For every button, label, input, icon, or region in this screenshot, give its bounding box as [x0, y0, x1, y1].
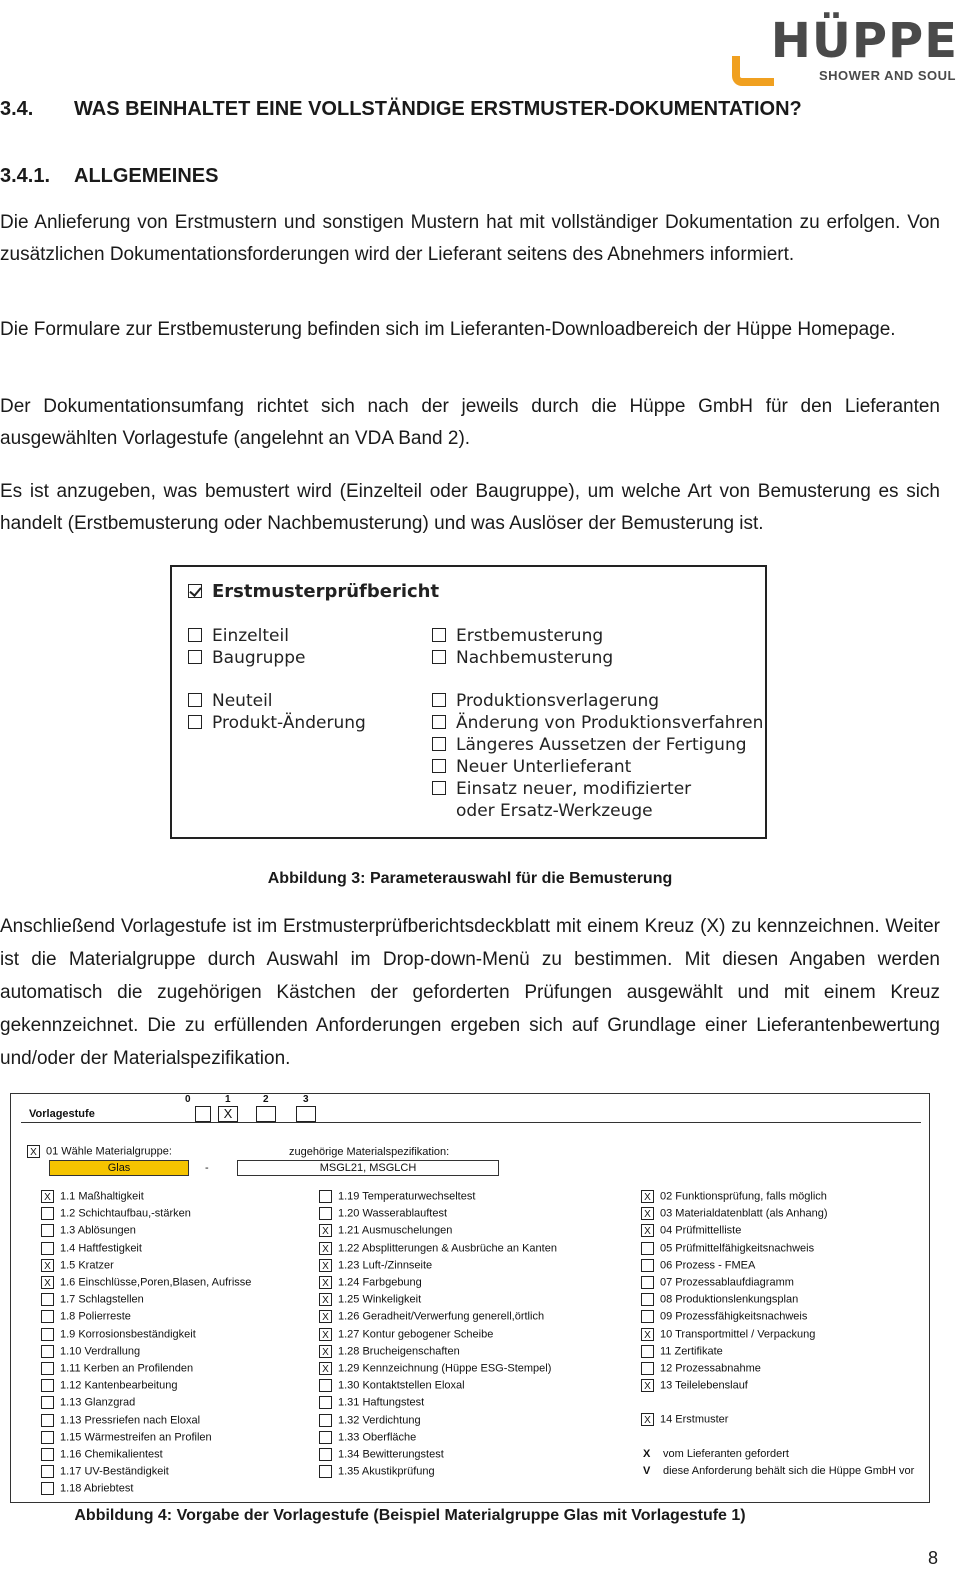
caption-figure-3: Abbildung 3: Parameterauswahl für die Bemusterung [267, 870, 673, 887]
dash: - [205, 1162, 209, 1174]
item-label: 1.17 UV-Beständigkeit [60, 1465, 169, 1478]
item-label: 1.34 Bewitterungstest [338, 1448, 444, 1461]
spec-value: MSGL21, MSGLCH [237, 1160, 499, 1176]
pruefung-item [41, 1259, 114, 1272]
item-label: 1.6 Einschlüsse,Poren,Blasen, Aufrisse [60, 1276, 252, 1289]
item-label: 1.26 Geradheit/Verwerfung generell,örtlich [338, 1310, 545, 1323]
check-box [41, 1396, 54, 1409]
checkbox-laengeres-aussetzen: Längeres Aussetzen der Fertigung [432, 735, 747, 755]
item-label: 1.35 Akustikprüfung [338, 1465, 435, 1478]
level-1-label: 1 [225, 1094, 231, 1105]
item-label: 1.15 Wärmestreifen an Profilen [60, 1431, 212, 1444]
pruefung-item [41, 1448, 163, 1461]
dokument-item [641, 1259, 755, 1272]
vorlagestufe-row [21, 1106, 921, 1123]
item-label: 04 Prüfmittelliste [660, 1224, 742, 1237]
dokument-item [641, 1328, 815, 1341]
check-box: X [319, 1276, 332, 1289]
dokument-item [641, 1224, 741, 1237]
check-box: X [641, 1328, 654, 1341]
item-label: 1.33 Oberfläche [338, 1431, 417, 1444]
pruefung-item [319, 1465, 435, 1478]
item-label: 1.7 Schlagstellen [60, 1293, 144, 1306]
check-box: X [319, 1224, 332, 1237]
check-box: X [41, 1259, 54, 1272]
level-0-box [195, 1106, 211, 1122]
checkbox-neuer-unterlieferant: Neuer Unterlieferant [432, 757, 631, 777]
dokument-item [641, 1345, 723, 1358]
checkbox-neuteil: Neuteil [188, 691, 273, 711]
check-box [319, 1207, 332, 1220]
paragraph-2: Die Formulare zur Erstbemusterung befinden sich im Lieferanten-Downloadbereich der Hüppe Homepage. [0, 319, 896, 340]
level-0-label: 0 [185, 1094, 191, 1105]
checkbox-aenderung-produktionsverfahren: Änderung von Produktionsverfahren [432, 713, 763, 733]
checkbox-einsatz-werkzeuge-line2: oder Ersatz-Werkzeuge [456, 801, 653, 821]
item-label: 1.16 Chemikalientest [60, 1448, 163, 1461]
item-label: 1.32 Verdichtung [338, 1414, 421, 1426]
paragraph-3: Der Dokumentationsumfang richtet sich nach der jeweils durch die Hüppe GmbH für den Lieferanten ausgewählten Vorlagestufe (angelehnt an VDA Band 2). [0, 396, 940, 449]
item-label: 1.8 Polierreste [60, 1310, 131, 1323]
check-box [41, 1310, 54, 1323]
check-box [641, 1259, 654, 1272]
paragraph-4: Es ist anzugeben, was bemustert wird (Einzelteil oder Baugruppe), um welche Art von Bemusterung es sich handelt (Erstbemusterung oder Nachbemusterung) und was Auslöser der Bemusterung ist. [0, 481, 940, 534]
paragraph-1: Die Anlieferung von Erstmustern und sonstigen Mustern hat mit vollständiger Dokumentation zu erfolgen. Von zusätzlichen Dokumentationsforderungen wird der Lieferant seitens des Abnehmers informiert. [0, 212, 940, 265]
check-box [41, 1362, 54, 1375]
item-label: 1.28 Bruchеigenschaften [338, 1345, 460, 1358]
pruefung-item [319, 1242, 557, 1255]
heading-3-4: 3.4. WAS BEINHALTET EINE VOLLSTÄNDIGE ERSTMUSTER-DOKUMENTATION? [0, 98, 802, 120]
pruefung-item [41, 1190, 144, 1203]
check-box [41, 1207, 54, 1220]
check-box: X [641, 1190, 654, 1203]
materialgruppe-row: X 01 Wähle Materialgruppe: [27, 1145, 172, 1158]
checkbox-einsatz-werkzeuge: Einsatz neuer, modifizierter [432, 779, 691, 799]
figure-4-vorlagestufe-form [10, 1093, 930, 1503]
item-label: 11 Zertifikate [660, 1345, 723, 1358]
pruefung-item [41, 1465, 169, 1478]
paragraph-5: Anschließend Vorlagestufe ist im Erstmusterprüfberichtsdeckblatt mit einem Kreuz (X) zu kennzeichnen. Weiter ist die Materialgruppe durch Auswahl im Drop-down-Menü zu bestimmen. Mit diesen Angaben werden automatisch die zugehörigen Kästchen der geforderten Prüfungen ausgewählt und mit einem Kreuz gekennzeichnet. Die zu erfüllenden Anforderungen ergeben sich auf Grundlage einer Lieferantenbewertung und/oder der Materialspezifikation. [0, 916, 940, 1069]
dokument-item [641, 1362, 761, 1375]
item-label: 1.13 Pressriefen nach Eloxal [60, 1414, 201, 1426]
item-label: 1.3 Ablösungen [60, 1224, 136, 1237]
dokument-item [641, 1207, 828, 1220]
check-box [41, 1431, 54, 1444]
pruefung-item [319, 1276, 422, 1289]
pruefung-item [41, 1276, 251, 1289]
item-label: 1.21 Ausmuschelungen [338, 1224, 453, 1237]
pruefung-item [41, 1414, 200, 1427]
item-label: 08 Produktionslenkungsplan [660, 1293, 799, 1306]
check-box: X [319, 1310, 332, 1323]
heading-3-4-1: 3.4.1. ALLGEMEINES [0, 165, 219, 187]
check-box: X [641, 1379, 654, 1392]
pruefung-item [319, 1207, 447, 1220]
check-box: X [319, 1242, 332, 1255]
item-label: 03 Materialdatenblatt (als Anhang) [660, 1207, 828, 1220]
caption-figure-4: Abbildung 4: Vorgabe der Vorlagestufe (Beispiel Materialgruppe Glas mit Vorlagestufe 1) [74, 1507, 746, 1524]
item-label: 1.18 Abriebtest [60, 1482, 134, 1495]
check-box [41, 1242, 54, 1255]
item-label: 10 Transportmittel / Verpackung [660, 1328, 816, 1340]
pruefung-item [319, 1310, 544, 1323]
check-box [41, 1414, 54, 1427]
check-box [319, 1190, 332, 1203]
pruefung-item [319, 1362, 551, 1375]
pruefung-item [319, 1431, 416, 1444]
check-box [641, 1276, 654, 1289]
check-box: X [319, 1328, 332, 1341]
item-label: 13 Teilelebenslauf [660, 1379, 748, 1392]
pruefung-item [41, 1224, 136, 1237]
check-box: X [319, 1362, 332, 1375]
dokument-item [641, 1310, 807, 1323]
item-label: 1.31 Haftungstest [338, 1396, 425, 1409]
logo-word: HÜPPE [770, 13, 958, 69]
level-1-box: X [218, 1106, 238, 1122]
item-label: 1.19 Temperaturwechseltest [338, 1190, 476, 1203]
item-label: 1.30 Kontaktstellen Eloxal [338, 1379, 465, 1392]
check-box [319, 1379, 332, 1392]
spec-label: zugehörige Materialspezifikation: [289, 1146, 450, 1158]
check-box [41, 1328, 54, 1341]
dokument-item [641, 1293, 798, 1306]
check-box [641, 1362, 654, 1375]
check-box [641, 1242, 654, 1255]
check-box [319, 1448, 332, 1461]
pruefung-item [41, 1379, 177, 1392]
pruefung-item [41, 1207, 191, 1220]
check-box [41, 1293, 54, 1306]
pruefung-item [41, 1293, 144, 1306]
hueppe-logo [730, 4, 958, 86]
checkbox-nachbemusterung: Nachbemusterung [432, 648, 613, 668]
pruefung-item [41, 1482, 133, 1495]
item-label: 05 Prüfmittelfähigkeitsnachweis [660, 1242, 815, 1254]
check-box [41, 1465, 54, 1478]
checkbox-erstmusterpruefbericht: Erstmusterprüfbericht [188, 581, 439, 602]
pruefung-item [319, 1448, 444, 1461]
check-box: X [641, 1207, 654, 1220]
item-label: 1.22 Absplitterungen & Ausbrüche an Kanten [338, 1242, 557, 1254]
pruefung-item [319, 1259, 432, 1272]
item-label: 1.11 Kerben an Profilenden [60, 1362, 194, 1375]
pruefung-item [319, 1414, 421, 1427]
logo-tagline: SHOWER AND SOUL [818, 68, 956, 83]
figure-3-checkbox-form [170, 565, 767, 839]
checkbox-erstbemusterung: Erstbemusterung [432, 626, 603, 646]
pruefung-item [41, 1328, 196, 1341]
level-2-box [256, 1106, 276, 1122]
item-label: 1.25 Winkeligkeit [338, 1293, 422, 1306]
pruefung-item [41, 1362, 193, 1375]
item-label: 1.29 Kennzeichnung (Hüppe ESG-Stempel) [338, 1362, 552, 1375]
item-label: 02 Funktionsprüfung, falls möglich [660, 1190, 827, 1203]
check-box: X [41, 1190, 54, 1203]
check-box: X [41, 1276, 54, 1289]
legend-v: V diese Anforderung behält sich die Hüppe GmbH vor [643, 1465, 915, 1477]
check-box [319, 1414, 332, 1427]
pruefung-item [41, 1431, 212, 1444]
pruefung-item [319, 1396, 424, 1409]
checkbox-einzelteil: Einzelteil [188, 626, 289, 646]
level-2-label: 2 [263, 1094, 269, 1105]
level-3-label: 3 [303, 1094, 309, 1105]
vorlagestufe-label: Vorlagestufe [29, 1108, 95, 1120]
check-box [641, 1345, 654, 1358]
check-box [641, 1310, 654, 1323]
pruefung-item [319, 1293, 421, 1306]
logo-orange-mark [732, 56, 774, 86]
item-label: 1.23 Luft-/Zinnseite [338, 1259, 433, 1272]
checkbox-produkt-aenderung: Produkt-Änderung [188, 713, 366, 733]
item-label: 1.12 Kantenbearbeitung [60, 1379, 178, 1392]
pruefung-item [319, 1328, 493, 1341]
check-box [319, 1465, 332, 1478]
dokument-item [641, 1242, 814, 1255]
item-label: 1.1 Maßhaltigkeit [60, 1190, 144, 1203]
check-box [41, 1224, 54, 1237]
pruefung-item [41, 1310, 131, 1323]
item-label: 09 Prozessfähigkeitsnachweis [660, 1310, 808, 1323]
item-label: 1.9 Korrosionsbeständigkeit [60, 1328, 196, 1340]
item-label: 1.5 Kratzer [60, 1259, 114, 1272]
pruefung-item [41, 1242, 142, 1255]
item-label: 1.24 Farbgebung [338, 1276, 422, 1289]
dokument-item [641, 1379, 748, 1392]
check-box [641, 1293, 654, 1306]
check-box: X [319, 1259, 332, 1272]
item-label: 12 Prozessabnahme [660, 1362, 761, 1375]
checkbox-produktionsverlagerung: Produktionsverlagerung [432, 691, 659, 711]
check-box [41, 1379, 54, 1392]
legend-x: X vom Lieferanten gefordert [643, 1448, 789, 1460]
item-label: 1.2 Schichtaufbau,-stärken [60, 1207, 191, 1220]
materialgruppe-dropdown: Glas [49, 1160, 189, 1176]
item-label: 1.20 Wasserablauftest [338, 1207, 448, 1220]
item-label: 1.4 Haftfestigkeit [60, 1242, 142, 1254]
item-label: 07 Prozessablaufdiagramm [660, 1276, 794, 1289]
page-number: 8 [927, 1548, 938, 1568]
check-box: X [319, 1345, 332, 1358]
pruefung-item [319, 1345, 460, 1358]
check-box [41, 1448, 54, 1461]
check-box [319, 1431, 332, 1444]
item-label: 1.10 Verdrallung [60, 1345, 141, 1358]
pruefung-item [319, 1190, 475, 1203]
check-box: X [319, 1293, 332, 1306]
dokument-item [641, 1190, 827, 1203]
pruefung-item [319, 1224, 452, 1237]
check-box [41, 1482, 54, 1495]
item-label: 06 Prozess - FMEA [660, 1259, 756, 1272]
item-label: 1.13 Glanzgrad [60, 1396, 136, 1409]
check-box [319, 1396, 332, 1409]
check-box [41, 1345, 54, 1358]
checkbox-baugruppe: Baugruppe [188, 648, 305, 668]
pruefung-item [319, 1379, 465, 1392]
item-label: 1.27 Kontur gebogener Scheibe [338, 1328, 494, 1340]
pruefung-item [41, 1396, 135, 1409]
check-box: X [641, 1224, 654, 1237]
item-erstmuster: X 14 Erstmuster [641, 1413, 728, 1426]
dokument-item [641, 1276, 794, 1289]
level-3-box [296, 1106, 316, 1122]
pruefung-item [41, 1345, 140, 1358]
